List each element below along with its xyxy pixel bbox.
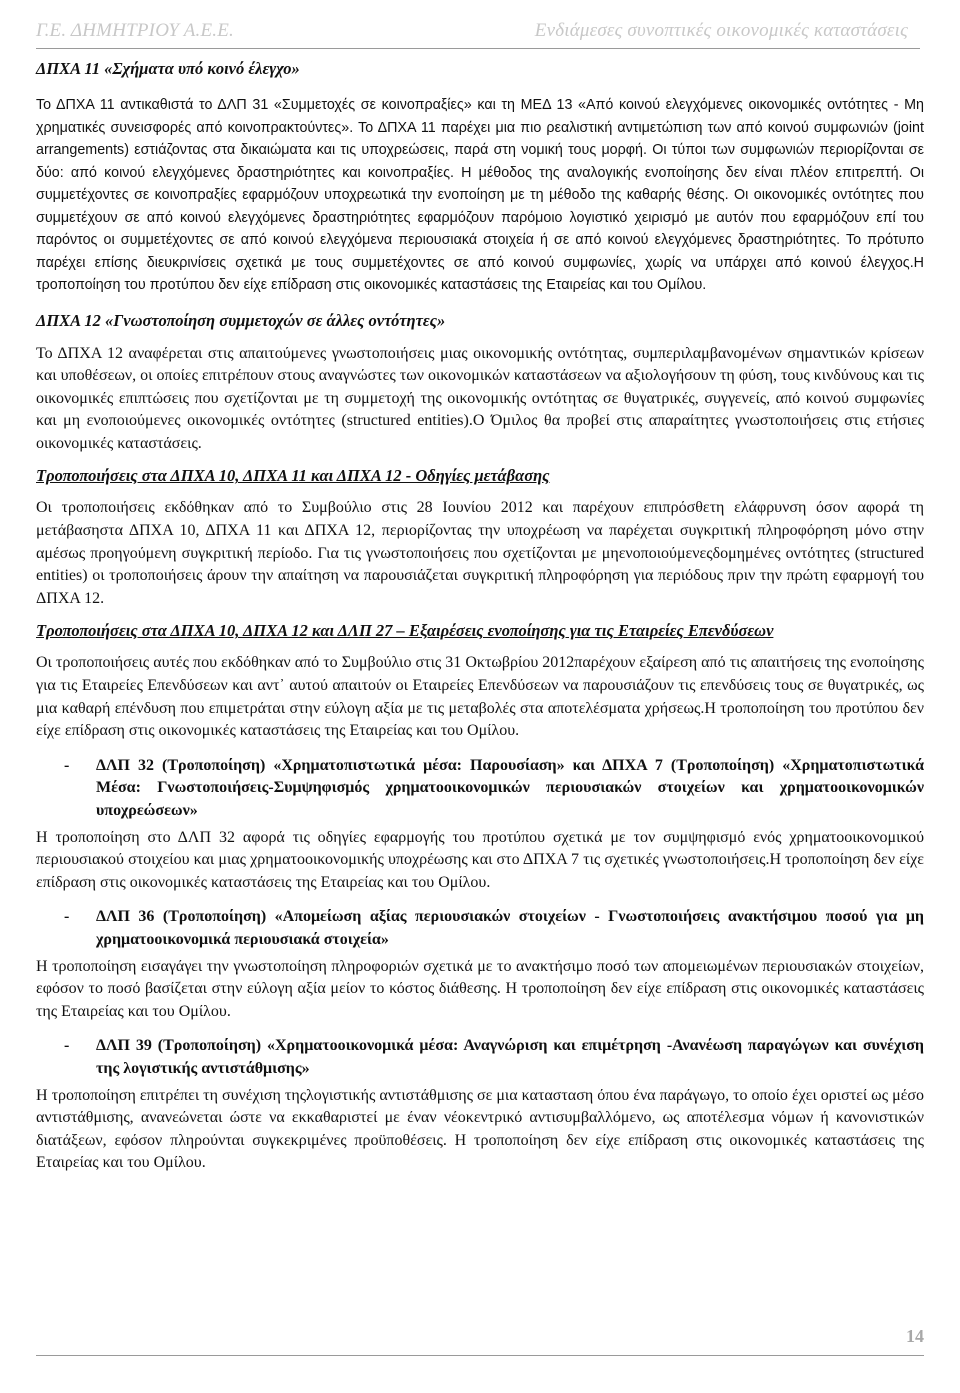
bullet-dash: -	[64, 1037, 70, 1055]
header-divider	[36, 48, 920, 49]
section-heading-investment-entities: Τροποποιήσεις στα ΔΠΧΑ 10, ΔΠΧΑ 12 και ΔΛΠ 27 – Εξαιρέσεις ενοποίησης για τις Εταιρείες Επενδύσεων	[36, 621, 774, 641]
section-heading-transition: Τροποποιήσεις στα ΔΠΧΑ 10, ΔΠΧΑ 11 και ΔΠΧΑ 12 - Οδηγίες μετάβασης	[36, 466, 550, 486]
bullet-body-ias39: Η τροποποίηση επιτρέπει τη συνέχιση τηςλογιστικής αντιστάθμισης σε μια κατασταση όπου ένα παράγωγο, το οποίο έχει οριστεί ως μέσο αντιστάθμισης, ανανεώνεται ώστε να εκκαθαριστεί με έναν νέοκεντρικό αντισυμβαλλόμενο, ως αποτέλεσμα νόμων ή κανονιστικών διατάξεων, εφόσον πληρούνται συγκεκριμένες προϋποθέσεις. Η τροποποίηση δεν είχε επίδραση στις οικονομικές καταστάσεις της Εταιρείας και του Ομίλου.	[36, 1086, 924, 1172]
section-body-transition: Οι τροποποιήσεις εκδόθηκαν από το Συμβούλιο στις 28 Ιουνίου 2012 και παρέχουν επιπρόσθετη ελάφρυνση όσον αφορά τη μετάβασηστα ΔΠΧΑ 10, ΔΠΧΑ 11 και ΔΠΧΑ 12, περιορίζοντας την υποχρέωση να παρέχεται συγκριτική πληροφόρηση μόνο στην αμέσως προηγούμενη συγκριτική περίοδο. Για τις γνωστοποιήσεις που σχετίζονται με μηενοποιούμενεςδομημένες οντότητες (structured entities) οι τροποποιήσεις άρουν την απαίτηση να παρουσιάζεται συγκριτική πληροφόρηση για περιόδους πριν την πρώτη εφαρμογή του ΔΠΧΑ 12.	[36, 499, 924, 607]
page-number: 14	[906, 1326, 924, 1346]
bullet-ias39	[36, 1035, 924, 1080]
document-body	[36, 58, 924, 1175]
bullet-title-ias36: ΔΛΠ 36 (Τροποποίηση) «Απομείωση αξίας περιουσιακών στοιχείων - Γνωστοποιήσεις ανακτήσιμου ποσού για μη χρηματοοικονομικά περιουσιακά στοιχεία»	[96, 908, 924, 948]
bullet-dash: -	[64, 908, 70, 926]
footer-divider	[36, 1355, 924, 1356]
bullet-title-ias39: ΔΛΠ 39 (Τροποποίηση) «Χρηματοοικονομικά μέσα: Αναγνώριση και επιμέτρηση -Ανανέωση παραγώγων και συνέχιση της λογιστικής αντιστάθμισης»	[96, 1037, 924, 1077]
section-body-ifrs11: Το ΔΠΧΑ 11 αντικαθιστά το ΔΛΠ 31 «Συμμετοχές σε κοινοπραξίες» και τη ΜΕΔ 13 «Από κοινού ελεγχόμενες οικονομικές οντότητες - Μη χρηματικές συνεισφορές από κοινοπρακτούντες». Το ΔΠΧΑ 11 παρέχει μια πιο ρεαλιστική αντιμετώπιση των από κοινού συμφωνιών (joint arrangements) εστιάζοντας στα δικαιώματα και τις υποχρεώσεις, παρά στη νομική τους μορφή. Οι τύποι των συμφωνιών περιορίζονται σε δύο: από κοινού ελεγχόμενες δραστηριότητες και κοινοπραξίες. Η μέθοδος της αναλογικής ενοποίησης δεν είναι πλέον επιτρεπτή. Οι συμμετέχοντες σε κοινοπραξίες εφαρμόζουν υποχρεωτικά την ενοποίηση με τη μέθοδο της καθαρής θέσης. Οι οικονομικές οντότητες που συμμετέχουν σε από κοινού ελεγχόμενες δραστηριότητες εφαρμόζουν παρόμοιο λογιστικό χειρισμό με αυτόν που εφαρμόζουν επί του παρόντος οι συμμετέχοντες σε από κοινού ελεγχόμενα περιουσιακά στοιχεία ή σε από κοινού ελεγχόμενες δραστηριότητες. Το πρότυπο παρέχει επίσης διευκρινίσεις σχετικά με τους συμμετέχοντες σε από κοινού συμφωνίες, χωρίς να υπάρχει από κοινού έλεγχος.Η τροποποίηση του προτύπου δεν είχε επίδραση στις οικονομικές καταστάσεις της Εταιρείας και του Ομίλου.	[36, 97, 924, 293]
bullet-ias32	[36, 755, 924, 823]
bullet-ias36	[36, 906, 924, 951]
header-company: Γ.Ε. ΔΗΜΗΤΡΙΟΥ Α.Ε.Ε.	[36, 20, 234, 41]
bullet-title-ias32: ΔΛΠ 32 (Τροποποίηση) «Χρηματοπιστωτικά μέσα: Παρουσίαση» και ΔΠΧΑ 7 (Τροποποίηση) «Χρηματοπιστωτικά Μέσα: Γνωστοποιήσεις-Συμψηφισμός χρηματοοικονομικών περιουσιακών στοιχείων και χρηματοοικονομικών υποχρεώσεων»	[96, 756, 924, 819]
bullet-body-ias36: Η τροποποίηση εισαγάγει την γνωστοποίηση πληροφοριών σχετικά με το ανακτήσιμο ποσό των απομειωμένων περιουσιακών στοιχείων, εφόσον το ποσό βασίζεται στην εύλογη αξία μείον το κόστος διάθεσης. Η τροποποίηση δεν είχε επίδραση στις οικονομικές καταστάσεις της Εταιρείας και του Ομίλου.	[36, 957, 924, 1020]
bullet-dash: -	[64, 756, 70, 774]
bullet-body-ias32: Η τροποποίηση στο ΔΛΠ 32 αφορά τις οδηγίες εφαρμογής του προτύπου σχετικά με τον συμψηφισμό ενός χρηματοοικονομικού περιουσιακού στοιχείου και μιας χρηματοοικονομικής υποχρέωσης και στο ΔΠΧΑ 7 τις σχετικές γνωστοποιήσεις.Η τροποποίηση δεν είχε επίδραση στις οικονομικές καταστάσεις της Εταιρείας και του Ομίλου.	[36, 828, 924, 891]
section-heading-ifrs12: ΔΠΧΑ 12 «Γνωστοποίηση συμμετοχών σε άλλες οντότητες»	[36, 310, 446, 330]
section-heading-ifrs11: ΔΠΧΑ 11 «Σχήματα υπό κοινό έλεγχο»	[36, 59, 300, 78]
section-body-ifrs12: Το ΔΠΧΑ 12 αναφέρεται στις απαιτούμενες γνωστοποιήσεις μιας οικονομικής οντότητας, συμπεριλαμβανομένων σημαντικών κρίσεων και υποθέσεων, οι οποίες επιτρέπουν στους αναγνώστες των οικονομικών καταστάσεων να αξιολογήσουν τη φύση, τους κινδύνους και τις οικονομικές επιπτώσεις που σχετίζονται με τη συμμετοχή της οικονομικής οντότητας σε θυγατρικές, συγγενείς, από κοινού συμφωνίες και μη ενοποιούμενες οικονομικές οντότητες (structured entities).Ο Όμιλος θα προβεί στις απαραίτητες γνωστοποιήσεις στις ετήσιες οικονομικές καταστάσεις.	[36, 344, 924, 452]
section-body-investment-entities: Οι τροποποιήσεις αυτές που εκδόθηκαν από το Συμβούλιο στις 31 Οκτωβρίου 2012παρέχουν εξαίρεση από τις απαιτήσεις της ενοποίησης για τις Εταιρείες Επενδύσεων και αντ᾽ αυτού απαιτούν οι Εταιρείες Επενδύσεων να παρουσιάζουν τις επενδύσεις τους σε θυγατρικές, ως μια καθαρή επένδυση που επιμετράται στην εύλογη αξία με τις μεταβολές στα αποτελέσματα χρήσεως.Η τροποποίηση του προτύπου δεν είχε επίδραση στις οικονομικές καταστάσεις της Εταιρείας και του Ομίλου.	[36, 654, 924, 740]
header-report-title: Ενδιάμεσες συνοπτικές οικονομικές καταστάσεις	[534, 20, 908, 41]
